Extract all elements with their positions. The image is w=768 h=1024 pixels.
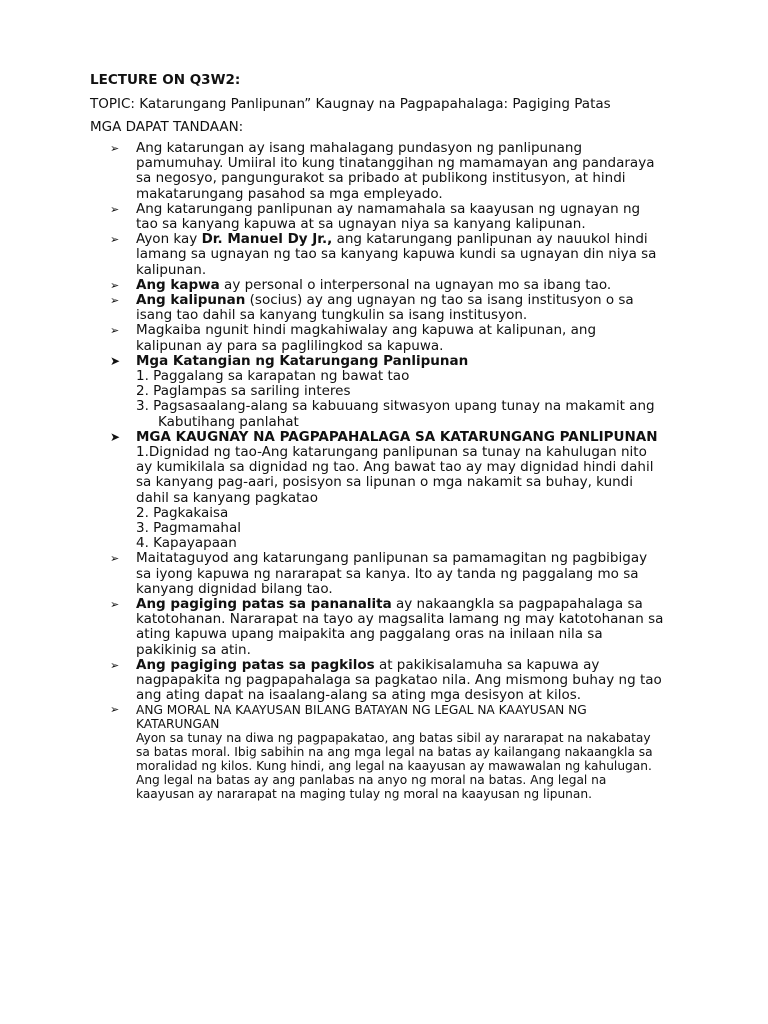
sub-item: sa kanyang pag-aari, posisyon sa lipunan o mga nakamit sa buhay, kundi: [136, 474, 634, 491]
arrow-bullet-icon: ➤: [110, 429, 121, 444]
sub-item: Kabutihang panlahat: [158, 413, 299, 430]
item-text-post: at pakikisalamuha sa kapuwa ay: [374, 656, 600, 673]
sub-item: dahil sa kanyang pagkatao: [136, 489, 318, 506]
item-bold-name: Dr. Manuel Dy Jr.,: [201, 231, 333, 248]
list-item: [110, 232, 710, 278]
item-text: sa negosyo, pangungurakot sa pribado at publikong institusyon, at hindi: [136, 170, 626, 187]
arrow-bullet-icon: ➢: [110, 278, 120, 292]
item-text: isang tao dahil sa kanyang tungkulin sa isang institusyon.: [136, 307, 528, 324]
arrow-bullet-icon: ➢: [110, 552, 120, 566]
sub-item: 1. Paggalang sa karapatan ng bawat tao: [136, 367, 410, 384]
list-item: [110, 658, 710, 704]
item-text: kanyang dignidad bilang tao.: [136, 580, 333, 597]
list-item: [110, 597, 710, 658]
item-text: ang ating dapat na isaalang-alang sa ating mga desisyon at kilos.: [136, 687, 582, 704]
arrow-bullet-icon: ➢: [110, 142, 120, 155]
list-item: [110, 703, 710, 801]
sub-item: ay kumikilala sa dignidad ng tao. Ang bawat tao ay may dignidad hindi dahil: [136, 459, 654, 476]
list-item: [110, 551, 710, 597]
item-text: [136, 278, 710, 293]
arrow-bullet-icon: ➢: [110, 324, 120, 338]
arrow-bullet-icon: ➢: [110, 293, 120, 307]
item-text: Ang legal na batas ay ang panlabas na anyo ng moral na batas. Ang legal na: [136, 773, 607, 788]
item-bold-term: Ang pagiging patas sa pagkilos: [136, 656, 375, 673]
item-text-post: ay nakaangkla sa pagpapahalaga sa: [391, 595, 643, 612]
item-text: Magkaiba ngunit hindi magkahiwalay ang kapuwa at kalipunan, ang: [136, 322, 597, 339]
list-item: [110, 323, 710, 353]
arrow-bullet-icon: ➤: [110, 353, 121, 368]
item-text: sa batas moral. Ibig sabihin na ang mga legal na batas ay kailangang nakaangkla sa: [136, 745, 653, 760]
item-text: ANG MORAL NA KAAYUSAN BILANG BATAYAN NG LEGAL NA KAAYUSAN NG: [136, 703, 587, 718]
item-text: KATARUNGAN: [136, 717, 220, 732]
list-item: [110, 202, 710, 232]
item-text: Ayon sa tunay na diwa ng pagpapakatao, ang batas sibil ay nararapat na nakabatay: [136, 731, 651, 746]
item-text: katotohanan. Nararapat na tayo ay magsalita lamang ng may katotohanan sa: [136, 611, 664, 628]
sub-item: 4. Kapayapaan: [136, 535, 237, 552]
item-text: sa iyong kapuwa ng nararapat sa kanya. Ito ay tanda ng paggalang mo sa: [136, 565, 639, 582]
item-text: pamumuhay. Umiiral ito kung tinatanggihan ng mamamayan ang pandaraya: [136, 155, 655, 172]
section-heading: [136, 354, 710, 369]
arrow-bullet-icon: ➢: [110, 658, 120, 672]
item-text: moralidad ng kilos. Kung hindi, ang legal na kaayusan ay mawawalan ng kahulugan.: [136, 759, 652, 774]
lecture-heading: LECTURE ON Q3W2:: [90, 72, 241, 88]
item-text: Ang katarungan ay isang mahalagang pundasyon ng panlipunang: [136, 140, 583, 156]
arrow-bullet-icon: ➢: [110, 703, 120, 717]
item-text: Maitataguyod ang katarungang panlipunan sa pamamagitan ng pagbibigay: [136, 550, 648, 567]
list-item: [110, 278, 710, 293]
item-text: kalipunan.: [136, 261, 207, 278]
item-bold-term: Ang kalipunan: [136, 291, 246, 308]
sub-item: 2. Paglampas sa sariling interes: [136, 383, 351, 400]
item-text: Ang katarungang panlipunan ay namamahala sa kaayusan ng ugnayan ng: [136, 200, 641, 217]
item-text: kaayusan ay nararapat na maging tulay ng moral na kaayusan ng lipunan.: [136, 787, 592, 802]
item-text: [136, 597, 710, 612]
bullet-list: [110, 141, 710, 801]
item-text: pakikinig sa atin.: [136, 641, 251, 658]
list-item: [110, 293, 710, 323]
item-text: [136, 658, 710, 673]
tandaan-heading: MGA DAPAT TANDAAN:: [90, 119, 244, 135]
list-item: [110, 430, 710, 552]
arrow-bullet-icon: ➢: [110, 202, 120, 216]
item-text: ating kapuwa upang maipakita ang paggalang oras na inilaan nila sa: [136, 626, 603, 643]
list-item: [110, 141, 710, 202]
section-heading: [136, 430, 710, 445]
sub-item: 2. Pagkakaisa: [136, 504, 229, 521]
sub-item: 3. Pagsasaalang-alang sa kabuuang sitwasyon upang tunay na makamit ang: [136, 398, 655, 415]
item-text-post: (socius) ay ang ugnayan ng tao sa isang institusyon o sa: [245, 291, 634, 308]
sub-item: 1.Dignidad ng tao-Ang katarungang panlipunan sa tunay na kahulugan nito: [136, 443, 647, 460]
arrow-bullet-icon: ➢: [110, 233, 120, 247]
item-bold-term: Ang pagiging patas sa pananalita: [136, 595, 392, 612]
item-text-pre: Ayon kay: [136, 231, 202, 248]
arrow-bullet-icon: ➢: [110, 597, 120, 611]
item-text: tao sa kanyang kapuwa at sa ugnayan niya sa kanyang kalipunan.: [136, 216, 586, 232]
item-text: kalipunan ay para sa paglilingkod sa kapuwa.: [136, 337, 444, 354]
section-heading-text: MGA KAUGNAY NA PAGPAPAHALAGA SA KATARUNGANG PANLIPUNAN: [136, 428, 658, 445]
item-text-post: ay personal o interpersonal na ugnayan mo sa ibang tao.: [219, 276, 612, 293]
item-text: [136, 293, 710, 308]
list-item: [110, 354, 710, 430]
topic-line: TOPIC: Katarungang Panlipunan” Kaugnay na Pagpapahalaga: Pagiging Patas: [90, 96, 611, 112]
item-text: [136, 232, 710, 247]
item-text: lamang sa ugnayan ng tao sa kanyang kapuwa kundi sa ugnayan din niya sa: [136, 246, 657, 263]
item-text-post: ang katarungang panlipunan ay nauukol hindi: [332, 231, 648, 248]
item-text: nagpapakita ng pagpapahalaga sa pagkatao nila. Ang mismong buhay ng tao: [136, 671, 662, 688]
item-bold-term: Ang kapwa: [136, 276, 220, 293]
sub-item: 3. Pagmamahal: [136, 519, 241, 536]
item-text: makatarungang pasahod sa mga empleyado.: [136, 185, 443, 202]
section-heading-text: Mga Katangian ng Katarungang Panlipunan: [136, 352, 469, 369]
